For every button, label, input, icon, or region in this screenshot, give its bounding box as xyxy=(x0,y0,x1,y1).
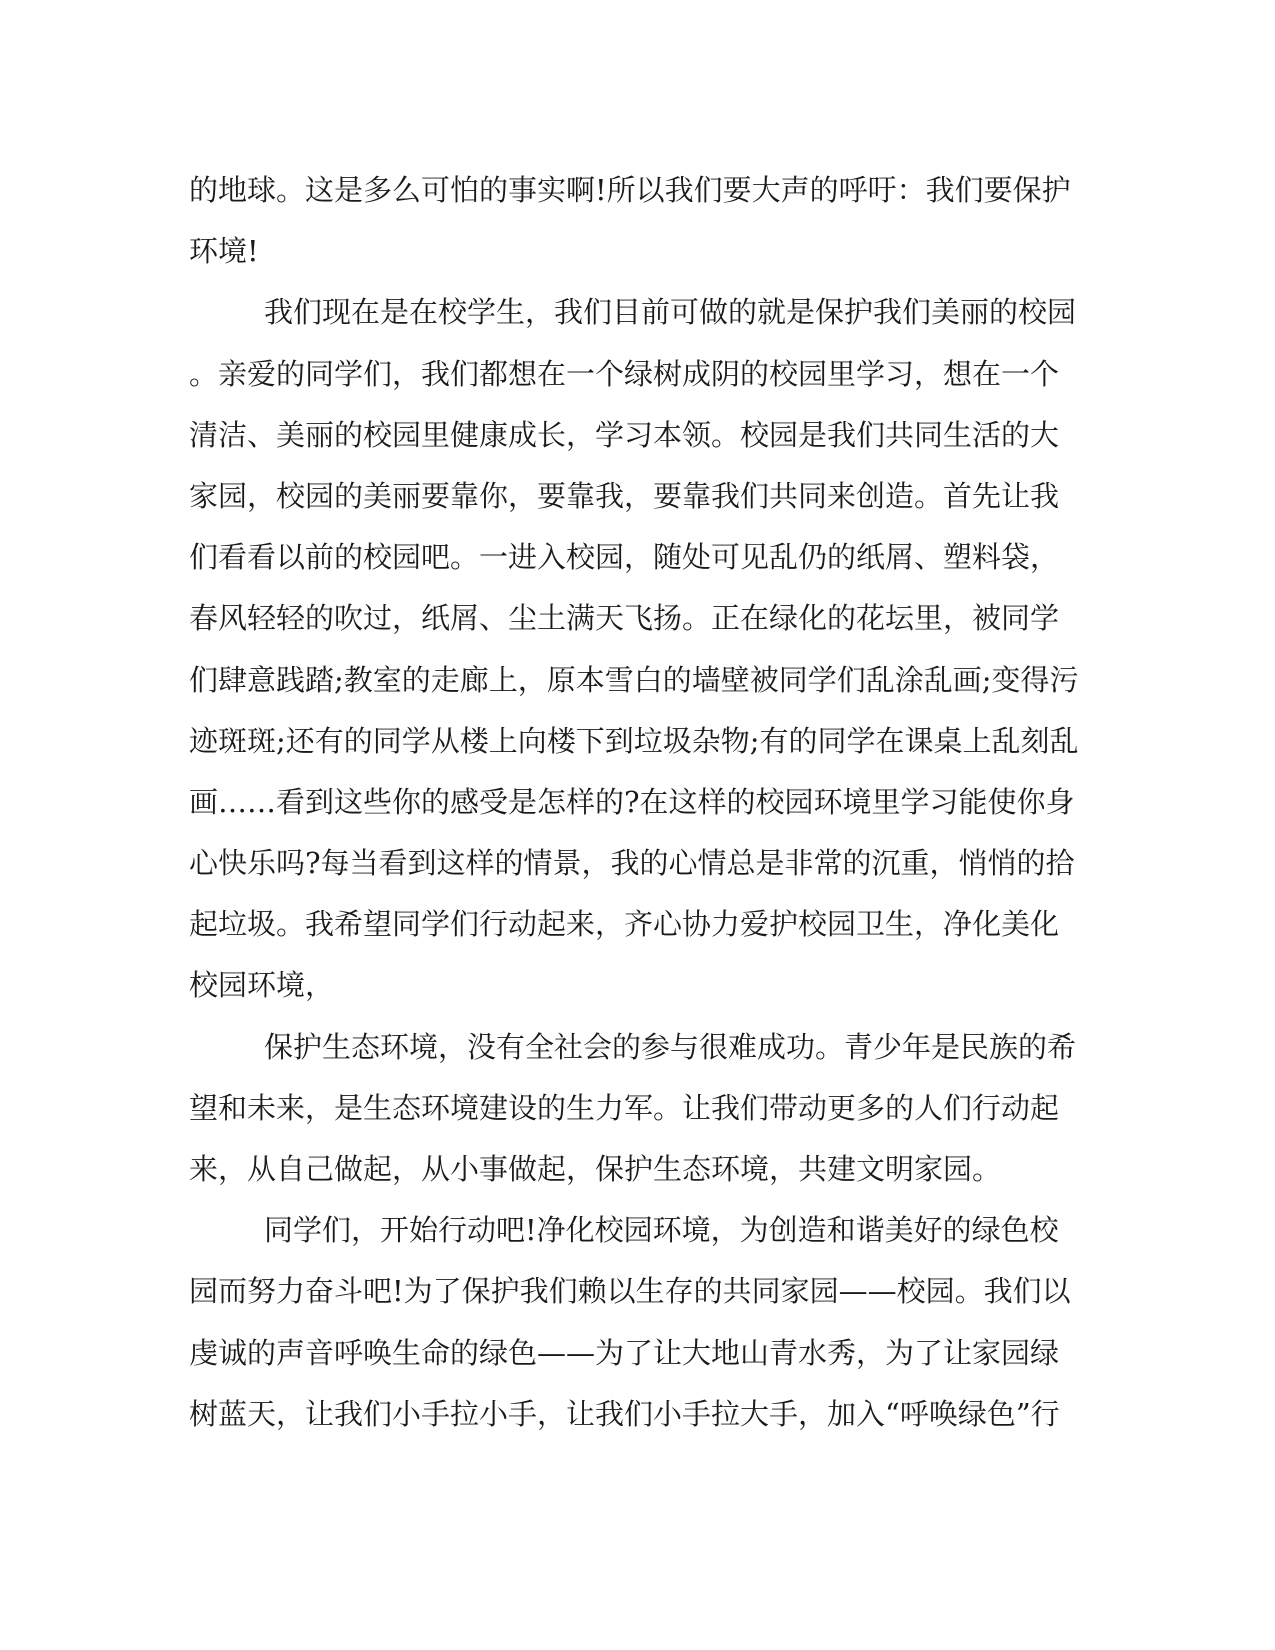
text-line: 清洁、美丽的校园里健康成长，学习本领。校园是我们共同生活的大 xyxy=(189,417,1060,452)
text-line: 校园环境， xyxy=(189,968,335,1003)
text-line: 。亲爱的同学们，我们都想在一个绿树成阴的校园里学习，想在一个 xyxy=(189,356,1060,391)
text-line: 画……看到这些你的感受是怎样的?在这样的校园环境里学习能使你身 xyxy=(189,784,1075,819)
text-line: 迹斑斑;还有的同学从楼上向楼下到垃圾杂物;有的同学在课桌上乱刻乱 xyxy=(189,723,1079,758)
text-line: 树蓝天，让我们小手拉小手，让我们小手拉大手，加入“呼唤绿色”行 xyxy=(189,1396,1060,1431)
text-line: 保护生态环境，没有全社会的参与很难成功。青少年是民族的希 xyxy=(264,1029,1077,1064)
text-line: 园而努力奋斗吧!为了保护我们赖以生存的共同家园——校园。我们以 xyxy=(189,1274,1071,1309)
text-line: 来，从自己做起，从小事做起，保护生态环境，共建文明家园。 xyxy=(189,1152,1002,1186)
text-line: 家园，校园的美丽要靠你，要靠我，要靠我们共同来创造。首先让我 xyxy=(189,478,1060,513)
text-line: 们肆意践踏;教室的走廊上，原本雪白的墙壁被同学们乱涂乱画;变得污 xyxy=(189,662,1079,697)
text-line: 的地球。这是多么可怕的事实啊!所以我们要大声的呼吁：我们要保护 xyxy=(189,173,1071,207)
text-line: 虔诚的声音呼唤生命的绿色——为了让大地山青水秀，为了让家园绿 xyxy=(189,1335,1060,1370)
text-line: 环境! xyxy=(189,234,259,269)
text-line: 同学们，开始行动吧!净化校园环境，为创造和谐美好的绿色校 xyxy=(264,1213,1059,1248)
text-line: 望和未来，是生态环境建设的生力军。让我们带动更多的人们行动起 xyxy=(189,1090,1060,1125)
text-line: 我们现在是在校学生，我们目前可做的就是保护我们美丽的校园 xyxy=(264,295,1077,330)
text-line: 春风轻轻的吹过，纸屑、尘土满天飞扬。正在绿化的花坛里，被同学 xyxy=(189,601,1060,636)
text-line: 们看看以前的校园吧。一进入校园，随处可见乱仍的纸屑、塑料袋， xyxy=(189,540,1060,575)
body-text xyxy=(189,160,1089,1445)
text-line: 心快乐吗?每当看到这样的情景，我的心情总是非常的沉重，悄悄的拾 xyxy=(189,846,1075,881)
text-line: 起垃圾。我希望同学们行动起来，齐心协力爱护校园卫生，净化美化 xyxy=(189,907,1060,942)
